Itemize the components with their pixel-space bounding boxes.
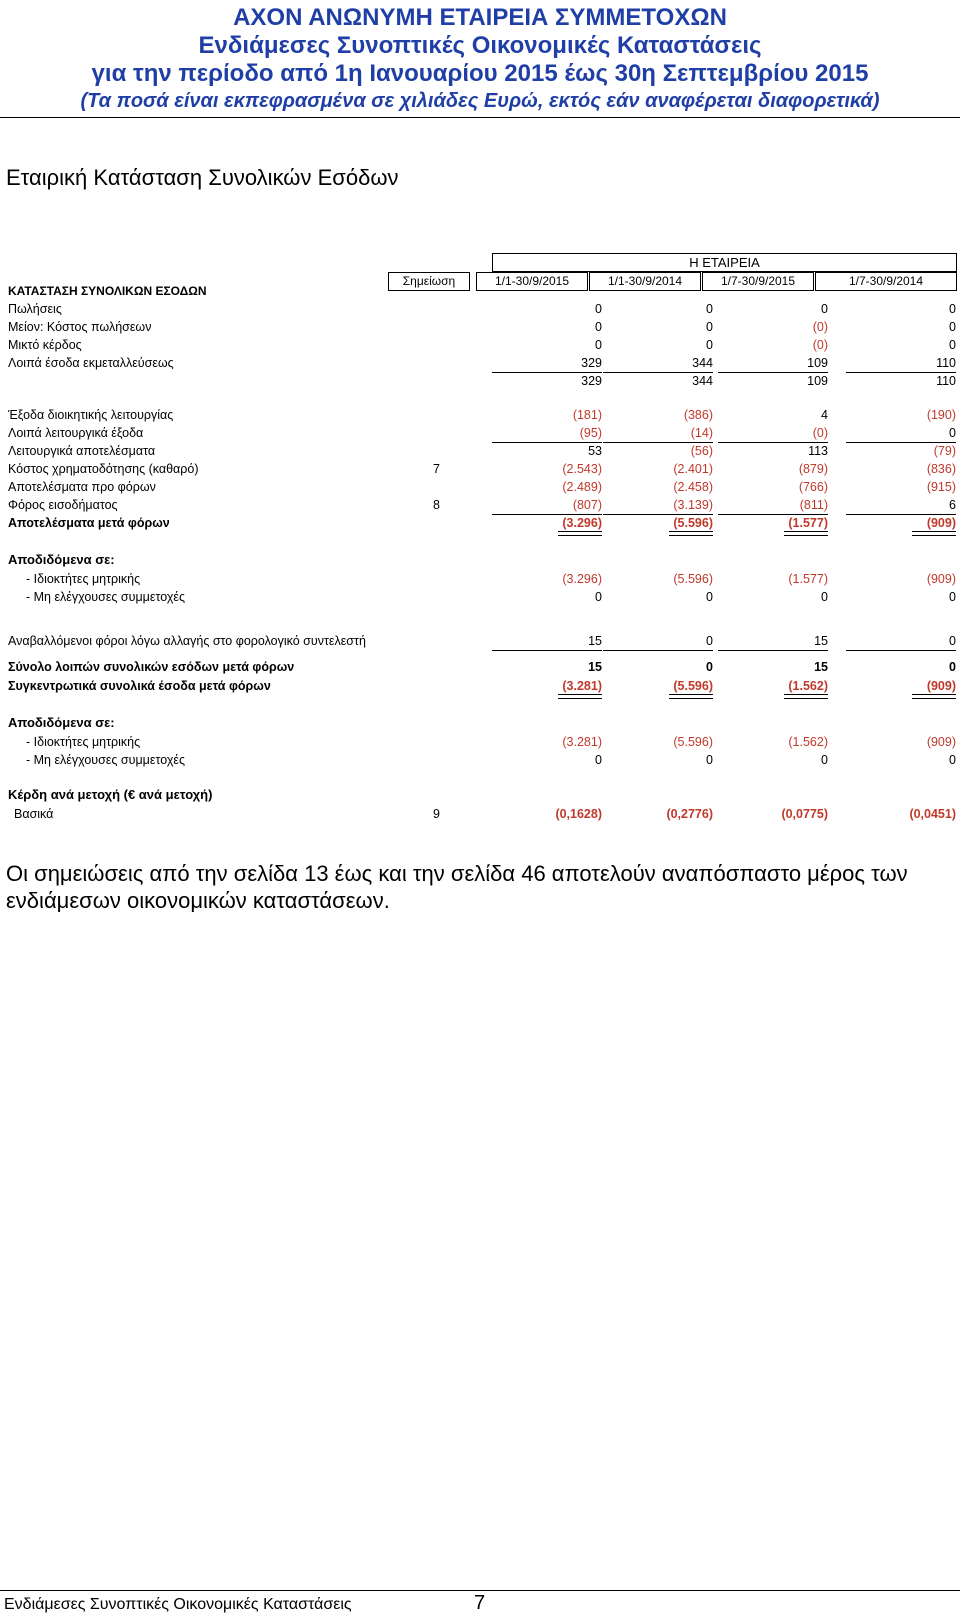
note-column-header: Σημείωση: [388, 272, 470, 291]
row-label: Σύνολο λοιπών συνολικών εσόδων μετά φόρων: [8, 660, 295, 674]
table-row: [0, 406, 960, 424]
table-row: [0, 354, 960, 372]
cell-value: 110: [936, 374, 956, 388]
cell-value: 4: [821, 408, 828, 422]
cell-value: (3.281): [562, 735, 602, 749]
cell-value: 0: [949, 660, 956, 674]
cell-value: (766): [798, 480, 828, 494]
cell-value: 15: [718, 632, 828, 651]
cell-value: (1.562): [788, 735, 828, 749]
cell-value: (5.596): [673, 735, 713, 749]
cell-value: (807): [492, 496, 602, 515]
statement-title: Εταιρική Κατάσταση Συνολικών Εσόδων: [6, 165, 399, 190]
cell-value: (836): [926, 462, 956, 476]
table-row: [0, 805, 960, 823]
table-row: [0, 478, 960, 496]
cell-value: (0,0451): [909, 807, 956, 821]
cell-value: (0,1628): [555, 807, 602, 821]
cell-value: 15: [814, 660, 828, 674]
table-row: [0, 677, 960, 695]
cell-value: 0: [949, 590, 956, 604]
footnote: Οι σημειώσεις από την σελίδα 13 έως και την σελίδα 46 αποτελούν αναπόσπαστο μέρος των ενδιάμεσων οικονομικών καταστάσεων.: [6, 861, 908, 913]
table-row: [0, 632, 960, 650]
cell-value: 0: [846, 632, 956, 651]
cell-value: (811): [718, 496, 828, 515]
cell-value: 0: [949, 338, 956, 352]
cell-value: (909): [926, 735, 956, 749]
cell-value: 110: [846, 354, 956, 373]
row-label: Αποτελέσματα μετά φόρων: [8, 516, 170, 530]
section-label: Κέρδη ανά μετοχή (€ ανά μετοχή): [8, 787, 213, 802]
cell-value: (3.296): [562, 572, 602, 586]
row-label: - Μη ελέγχουσες συμμετοχές: [26, 753, 185, 767]
cell-value: (0,2776): [666, 807, 713, 821]
column-header-4: 1/7-30/9/2014: [815, 272, 957, 291]
cell-value: (1.562): [718, 677, 828, 695]
row-label: Πωλήσεις: [8, 302, 62, 316]
cell-value: (909): [846, 514, 956, 532]
row-label: Λοιπά λειτουργικά έξοδα: [8, 426, 144, 440]
table-row: [0, 588, 960, 606]
table-row: [0, 336, 960, 354]
cell-value: (95): [492, 424, 602, 443]
table-row: [0, 318, 960, 336]
table-row: [0, 514, 960, 532]
cell-value: (909): [846, 677, 956, 695]
row-label: Έξοδα διοικητικής λειτουργίας: [8, 408, 174, 422]
cell-value: 0: [949, 753, 956, 767]
report-subtitle: Ενδιάμεσες Συνοπτικές Οικονομικές Καταστάσεις: [198, 32, 762, 59]
cell-value: 0: [595, 320, 602, 334]
cell-value: 0: [706, 302, 713, 316]
table-row: [0, 460, 960, 478]
column-header-1: 1/1-30/9/2015: [476, 272, 588, 291]
row-label: - Μη ελέγχουσες συμμετοχές: [26, 590, 185, 604]
footer-title: Ενδιάμεσες Συνοπτικές Οικονομικές Καταστάσεις: [4, 1596, 352, 1613]
row-label: - Ιδιοκτήτες μητρικής: [26, 735, 141, 749]
column-header-3: 1/7-30/9/2015: [702, 272, 814, 291]
cell-value: 329: [581, 374, 602, 388]
row-label: Φόρος εισοδήματος: [8, 498, 118, 512]
cell-value: 329: [492, 354, 602, 373]
cell-value: (5.596): [603, 514, 713, 532]
row-label: Συγκεντρωτικά συνολικά έσοδα μετά φόρων: [8, 679, 271, 693]
column-header-2: 1/1-30/9/2014: [589, 272, 701, 291]
header-divider: [0, 117, 960, 118]
section-label: Αποδιδόμενα σε:: [8, 552, 115, 567]
row-label: Λειτουργικά αποτελέσματα: [8, 444, 156, 458]
table-row: [0, 658, 960, 676]
table-row: [0, 300, 960, 318]
cell-value: 0: [821, 753, 828, 767]
row-label: Μικτό κέρδος: [8, 338, 82, 352]
cell-value: 344: [603, 354, 713, 373]
cell-value: 0: [706, 590, 713, 604]
row-label: Αναβαλλόμενοι φόροι λόγω αλλαγής στο φορολογικό συντελεστή: [8, 634, 366, 648]
cell-value: (1.577): [718, 514, 828, 532]
cell-value: (14): [603, 424, 713, 443]
table-row: [0, 424, 960, 442]
cell-value: (2.458): [673, 480, 713, 494]
cell-value: (3.296): [492, 514, 602, 532]
cell-value: (2.489): [562, 480, 602, 494]
row-note: 7: [433, 462, 440, 476]
cell-value: (3.281): [492, 677, 602, 695]
cell-value: 0: [949, 320, 956, 334]
table-row: [0, 733, 960, 751]
cell-value: (909): [926, 572, 956, 586]
row-label: Αποτελέσματα προ φόρων: [8, 480, 156, 494]
table-row: [0, 496, 960, 514]
cell-value: (56): [690, 444, 713, 458]
table-row: [0, 751, 960, 769]
cell-value: (0,0775): [781, 807, 828, 821]
group-header: Η ΕΤΑΙΡΕΙΑ: [492, 253, 957, 272]
cell-value: 0: [949, 302, 956, 316]
cell-value: (915): [926, 480, 956, 494]
cell-value: 0: [595, 753, 602, 767]
row-label: Λοιπά έσοδα εκμεταλλεύσεως: [8, 356, 174, 370]
cell-value: (5.596): [603, 677, 713, 695]
row-label: - Ιδιοκτήτες μητρικής: [26, 572, 141, 586]
cell-value: 15: [492, 632, 602, 651]
cell-value: 0: [706, 320, 713, 334]
cell-value: 53: [588, 444, 602, 458]
cell-value: 344: [692, 374, 713, 388]
table-row: [0, 570, 960, 588]
cell-value: 109: [807, 374, 828, 388]
cell-value: (3.139): [603, 496, 713, 515]
cell-value: 0: [595, 302, 602, 316]
company-name: ΑΧΟΝ ΑΝΩΝΥΜΗ ΕΤΑΙΡΕΙΑ ΣΥΜΜΕΤΟΧΩΝ: [233, 4, 727, 31]
section-title: ΚΑΤΑΣΤΑΣΗ ΣΥΝΟΛΙΚΩΝ ΕΣΟΔΩΝ: [8, 284, 207, 298]
cell-value: (0): [812, 338, 828, 352]
cell-value: 0: [846, 424, 956, 443]
cell-value: (5.596): [673, 572, 713, 586]
currency-note: (Τα ποσά είναι εκπεφρασμένα σε χιλιάδες Ευρώ, εκτός εάν αναφέρεται διαφορετικά): [80, 90, 880, 112]
row-note: 9: [433, 807, 440, 821]
cell-value: (2.543): [562, 462, 602, 476]
cell-value: (2.401): [673, 462, 713, 476]
page-number: 7: [474, 1592, 486, 1614]
table-row: [0, 442, 960, 460]
cell-value: (190): [926, 408, 956, 422]
cell-value: 6: [846, 496, 956, 515]
cell-value: (0): [718, 424, 828, 443]
cell-value: 0: [595, 590, 602, 604]
row-label: Βασικά: [14, 807, 54, 821]
cell-value: (79): [933, 444, 956, 458]
section-title-row: [0, 282, 960, 300]
cell-value: (181): [572, 408, 602, 422]
row-label: Κόστος χρηματοδότησης (καθαρό): [8, 462, 199, 476]
cell-value: 15: [588, 660, 602, 674]
cell-value: 113: [808, 444, 828, 458]
cell-value: 109: [718, 354, 828, 373]
report-period: για την περίοδο από 1η Ιανουαρίου 2015 έως 30η Σεπτεμβρίου 2015: [91, 60, 869, 87]
cell-value: 0: [821, 590, 828, 604]
cell-value: 0: [595, 338, 602, 352]
cell-value: 0: [706, 660, 713, 674]
section-label: Αποδιδόμενα σε:: [8, 715, 115, 730]
cell-value: 0: [821, 302, 828, 316]
footer-divider: [0, 1590, 960, 1591]
cell-value: (386): [683, 408, 713, 422]
table-row: [0, 372, 960, 390]
cell-value: 0: [706, 338, 713, 352]
cell-value: 0: [603, 632, 713, 651]
cell-value: 0: [706, 753, 713, 767]
cell-value: (879): [798, 462, 828, 476]
cell-value: (0): [812, 320, 828, 334]
row-note: 8: [433, 498, 440, 512]
row-label: Μείον: Κόστος πωλήσεων: [8, 320, 152, 334]
cell-value: (1.577): [788, 572, 828, 586]
